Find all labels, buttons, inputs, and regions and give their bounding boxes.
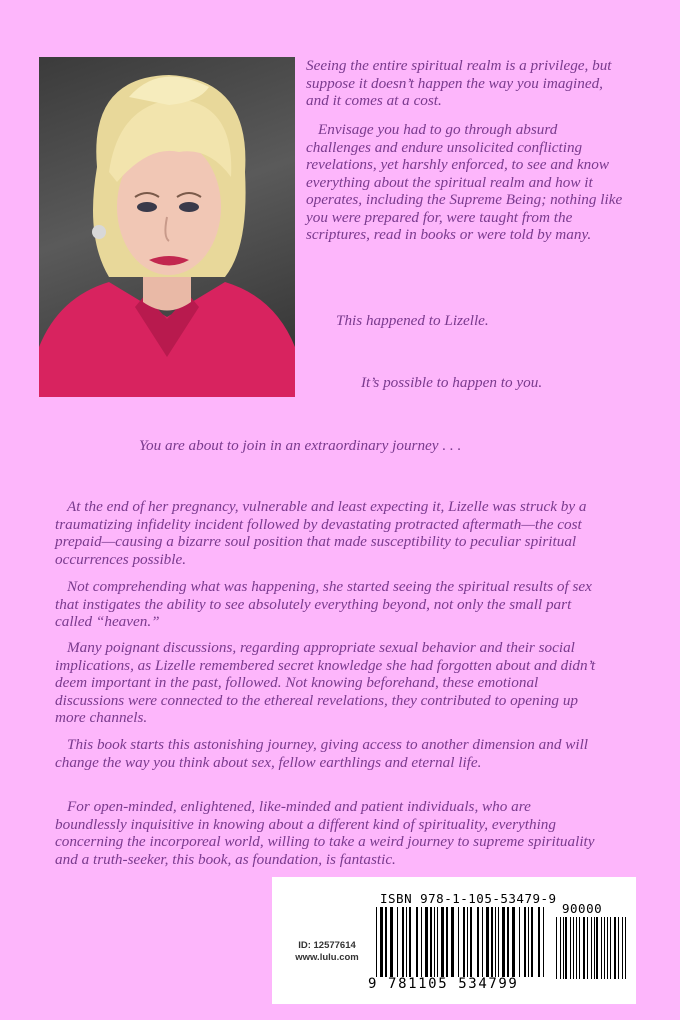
barcode-bar — [406, 907, 407, 977]
barcode-bar — [560, 917, 561, 979]
barcode-bar — [441, 907, 444, 977]
barcode-bar — [467, 907, 468, 977]
barcode-bar — [385, 907, 387, 977]
barcode-bar — [498, 907, 499, 977]
barcode-bar — [601, 917, 602, 979]
barcode-bar — [502, 907, 505, 977]
barcode-bar — [486, 907, 489, 977]
barcode-bar — [573, 917, 574, 979]
barcode-bar — [524, 907, 526, 977]
barcode-bar — [576, 917, 577, 979]
barcode-bar — [604, 917, 605, 979]
barcode-bar — [421, 907, 422, 977]
barcode-bar — [416, 907, 418, 977]
barcode-bar — [594, 917, 595, 979]
barcode-bar — [596, 917, 598, 979]
barcode-bar — [570, 917, 571, 979]
isbn-text: ISBN 978-1-105-53479-9 — [380, 891, 557, 906]
barcode-bar — [451, 907, 454, 977]
barcode-bar — [380, 907, 383, 977]
barcode-bar — [458, 907, 459, 977]
body-paragraph-5: For open-minded, enlightened, like-minded and patient individuals, who are boundlessly inquisitive in knowing about a different kind of spirituality, everything concerning the incorporeal world, willing to take a weird journey to supreme spirituality and a truth-seeker, this book, as foundation, is fantastic. — [55, 798, 595, 868]
barcode-bar — [477, 907, 479, 977]
body-paragraph-3: Many poignant discussions, regarding appropriate sexual behavior and their social implications, as Lizelle remembered secret knowledge she had forgotten about and didn’t deem important in the past, followed. Not knowing beforehand, these emotional discussions were connected to the ethereal revelations, they contributed to opening up more channels. — [55, 639, 596, 726]
intro-paragraph-2: Envisage you had to go through absurd challenges and endure unsolicited conflicting revelations, yet harshly enforced, to see and know everything about the spiritual realm and how it operates, including the Supreme Being; nothing like you were prepared for, were taught from the scriptures, read in books or were told by many. — [306, 121, 623, 243]
barcode-bar — [425, 907, 428, 977]
barcode-bar — [491, 907, 493, 977]
barcode-bar — [614, 917, 616, 979]
barcode-bar — [482, 907, 483, 977]
barcode-bar — [397, 907, 398, 977]
barcode-bar — [607, 917, 608, 979]
barcode-bar — [543, 907, 544, 977]
barcode-bar — [610, 917, 611, 979]
barcode-bar — [409, 907, 411, 977]
barcode-bar — [625, 917, 626, 979]
barcode-bar — [583, 917, 585, 979]
body-paragraph-4: This book starts this astonishing journey, giving access to another dimension and will change the way you think about sex, fellow earthlings and eternal life. — [55, 736, 589, 771]
lulu-id: ID: 12577614 — [298, 940, 356, 951]
body-paragraph-2: Not comprehending what was happening, she started seeing the spiritual results of sex that instigates the ability to see absolutely everything beyond, not only the small part called “heaven.” — [55, 578, 592, 630]
body-paragraph-1: At the end of her pregnancy, vulnerable and least expecting it, Lizelle was struck by a traumatizing infidelity incident followed by devastating protracted aftermath—the cost prepaid—causing a bizarre soul position that made susceptibility to peculiar spiritual occurrences possible. — [55, 498, 587, 568]
barcode-bar — [512, 907, 515, 977]
author-photo — [39, 57, 295, 397]
barcode-bar — [587, 917, 588, 979]
intro-paragraph-1: Seeing the entire spiritual realm is a privilege, but suppose it doesn’t happen the way you imagined, and it comes at a cost. — [306, 57, 612, 109]
author-portrait-icon — [39, 57, 295, 397]
barcode-bar — [579, 917, 580, 979]
barcode-box — [272, 877, 636, 1004]
barcode-bar — [519, 907, 520, 977]
barcode-bar — [618, 917, 619, 979]
barcode-bar — [556, 917, 557, 979]
lulu-url: www.lulu.com — [295, 952, 359, 963]
barcode-bar — [563, 917, 564, 979]
barcode-bar — [622, 917, 623, 979]
barcode-bar — [507, 907, 509, 977]
barcode-bar — [495, 907, 496, 977]
barcode-bar — [446, 907, 448, 977]
barcode-bar — [538, 907, 540, 977]
barcode-bar — [565, 917, 567, 979]
barcode-bar — [470, 907, 472, 977]
barcode-bar — [528, 907, 529, 977]
happened-line: This happened to Lizelle. — [336, 312, 489, 329]
barcode-bar — [434, 907, 435, 977]
barcode-bar — [591, 917, 592, 979]
barcode-digits: 9 781105 534799 — [368, 976, 519, 992]
price-barcode — [556, 917, 626, 979]
barcode-bar — [531, 907, 533, 977]
barcode-bar — [430, 907, 432, 977]
barcode-bar — [437, 907, 438, 977]
possible-line: It’s possible to happen to you. — [361, 374, 543, 391]
barcode-bar — [376, 907, 377, 977]
barcode-bar — [402, 907, 404, 977]
barcode-bar — [390, 907, 393, 977]
journey-line: You are about to join in an extraordinary journey . . . — [139, 437, 462, 454]
isbn-barcode — [376, 907, 544, 977]
barcode-bar — [463, 907, 465, 977]
price-code: 90000 — [562, 901, 603, 916]
